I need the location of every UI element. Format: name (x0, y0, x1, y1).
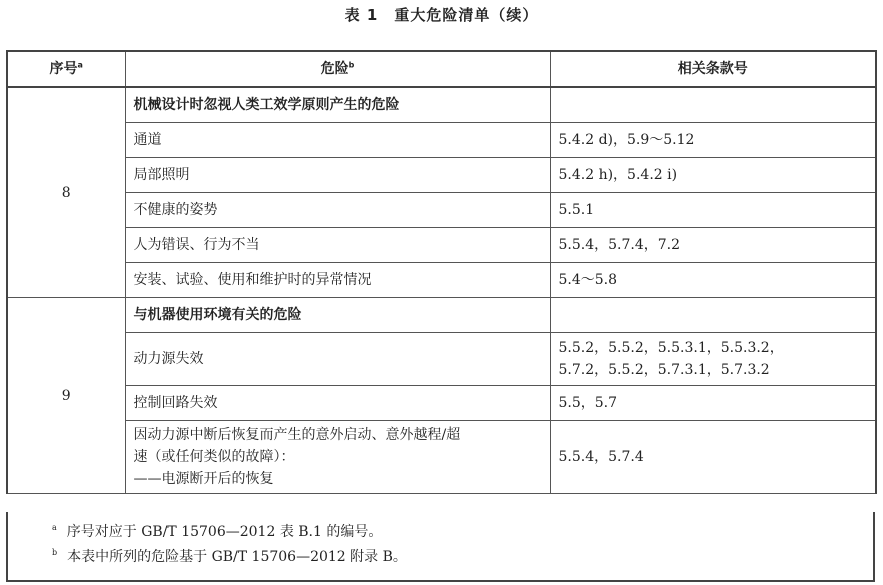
clause-cell: 5.5.4，5.7.4 (550, 421, 876, 494)
footnote-text: 序号对应于 GB/T 15706—2012 表 B.1 的编号。 (66, 524, 383, 540)
seq-cell: 8 (7, 87, 125, 298)
footnote-a (8, 520, 873, 545)
category-cell: 与机器使用环境有关的危险 (125, 298, 550, 333)
table-row (7, 123, 876, 158)
table-row (7, 386, 876, 421)
hazard-cell: 局部照明 (125, 158, 550, 193)
clause-cell: 5.5.1 (550, 193, 876, 228)
footnote-text: 本表中所列的危险基于 GB/T 15706—2012 附录 B。 (67, 549, 407, 565)
table-title: 表 1 重大危险清单（续） (344, 6, 539, 24)
hazard-cell (125, 421, 550, 494)
column-header-hazard: 危险$^b$ (125, 51, 550, 87)
table-row (7, 193, 876, 228)
clause-cell (550, 298, 876, 333)
clause-cell: 5.4.2 h)，5.4.2 i) (550, 158, 876, 193)
header-row (7, 51, 876, 87)
hazard-cell: 人为错误、行为不当 (125, 228, 550, 263)
footnotes (6, 512, 875, 582)
footnote-mark: a (52, 523, 57, 533)
table-row (7, 298, 876, 333)
table-row (7, 421, 876, 494)
column-header-seq: 序号$^a$ (7, 51, 125, 87)
clause-cell: 5.4.2 d)，5.9～5.12 (550, 123, 876, 158)
table-row (7, 333, 876, 386)
seq-cell: 9 (7, 298, 125, 494)
category-cell: 机械设计时忽视人类工效学原则产生的危险 (125, 87, 550, 123)
hazard-cell: 不健康的姿势 (125, 193, 550, 228)
table-row (7, 87, 876, 123)
table-row (7, 158, 876, 193)
clause-cell: 5.4～5.8 (550, 263, 876, 298)
footnote-mark: b (52, 548, 58, 558)
clause-cell: 5.5.4，5.7.4，7.2 (550, 228, 876, 263)
hazard-table (6, 50, 877, 494)
clause-cell (550, 333, 876, 386)
hazard-line: 因动力源中断后恢复而产生的意外启动、意外越程/超 (133, 427, 461, 443)
column-header-clauses: 相关条款号 (550, 51, 876, 87)
table-row (7, 263, 876, 298)
footnote-b (8, 545, 873, 570)
hazard-cell: 安装、试验、使用和维护时的异常情况 (125, 263, 550, 298)
hazard-cell: 动力源失效 (125, 333, 550, 386)
hazard-line: ——电源断开后的恢复 (133, 471, 274, 487)
hazard-cell: 控制回路失效 (125, 386, 550, 421)
hazard-line: 速（或任何类似的故障）： (133, 449, 295, 465)
clause-cell: 5.5，5.7 (550, 386, 876, 421)
table-row (7, 228, 876, 263)
clause-line: 5.7.2，5.5.2，5.7.3.1，5.7.3.2 (558, 362, 770, 378)
clause-line: 5.5.2，5.5.2，5.5.3.1，5.5.3.2， (558, 340, 784, 356)
hazard-cell: 通道 (125, 123, 550, 158)
clause-cell (550, 87, 876, 123)
